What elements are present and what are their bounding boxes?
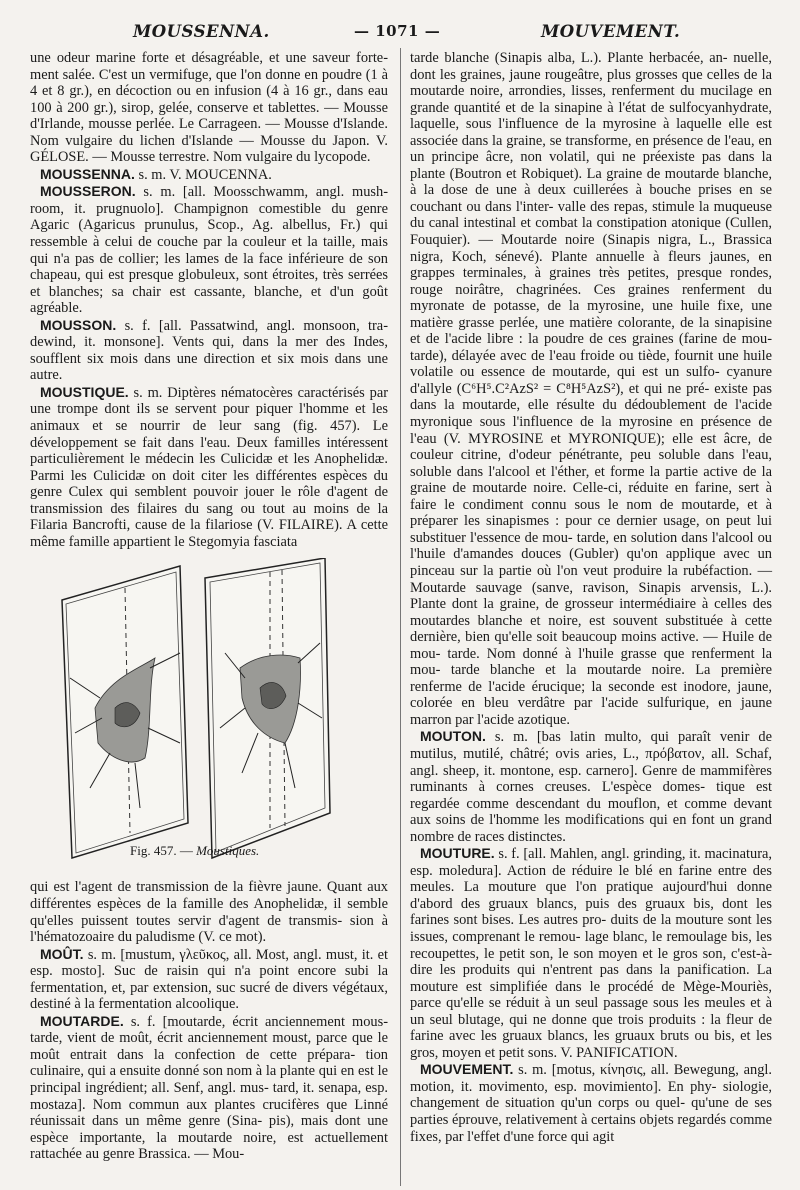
headword: MOUTURE. bbox=[420, 845, 495, 862]
column-divider bbox=[400, 48, 401, 1186]
left-column bbox=[30, 50, 388, 1163]
right-column bbox=[410, 50, 772, 1145]
paragraph-moustique-continued: qui est l'agent de transmission de la fièvre jaune. Quant aux différentes espèces de la famille des Anophelidæ, il semble qu'elles puissent toutes servir d'agent de transmis- sion à l'hématozoaire du paludisme (V. ce mot). bbox=[30, 879, 388, 946]
entry-mouvement bbox=[410, 1061, 772, 1145]
headword: MOÛT. bbox=[40, 945, 84, 962]
entry-moustique bbox=[30, 384, 388, 550]
paragraph-moutarde-continued: tarde blanche (Sinapis alba, L.). Plante herbacée, an- nuelle, dont les graines, jaune rougeâtre, plus grosses que celles de la moutarde noire, arrondies, lisses, renferment du mucilage en grande quantité et de la sinapine à l'état de sulfocyanhydrate, laquelle, sous l'influence de la myrosine à laquelle elle est associée dans la graine, se transforme, en présence de l'eau, en un principe âcre, non volatil, qui ne préexiste pas dans la plante (Boutron et Robiquet). La graine de moutarde blanche, à la dose de une à deux cuillerées à bouche prises en se couchant ou dans l'inter- valle des repas, stimule la muqueuse du canal intestinal et combat la constipation atonique (Cullen, Fouquier). — Moutarde noire (Sinapis nigra, L., Brassica nigra, Koch, sénevé). Plante annuelle à fleurs jaunes, en grappes terminales, à graines très petites, presque rondes, rouge noirâtre, chagrinées. Ces graines renferment du myronate de potasse, de la myrosine, une huile fixe, une matière grasse perlée, une matière colorante, de la sinapisine et de l'acide libre : la poudre de ces graines (farine de mou- tarde), délayée avec de l'eau froide ou tiède, fournit une huile volatile ou essence de moutarde, qui est un sulfo- cyanure d'allyle (C⁶H⁵.C²AzS² = C⁸H⁵AzS²), et qui ne pré- existe pas dans la moutarde, elle résulte du dédoublement de l'acide myronique sous l'influence de la myrosine en présence de l'eau (V. MYROSINE et MYRONIQUE); elle est âcre, de couleur citrine, d'odeur pénétrante, peu soluble dans l'eau, soluble dans l'alcool et l'éther, et forme la partie active de la graine de moutarde noire. Celle-ci, réduite en farine, sert à faire le condiment connu sous le nom de moutarde, et à préparer les sinapismes : pour ce dernier usage, on peut lui substituer l'essence de mou- tarde, en solution dans l'alcool ou l'huile d'amandes douces (Gubler) qu'on applique avec un pinceau sur la partie où l'on veut produire la rubéfaction. — Moutarde sauvage (sanve, ravison, Sinapis arvensis, L.). Plante dont la graine, de grosseur intermédiaire à celles des moutardes blanche et noire, est souvent substituée à cette dernière, bien qu'elle soit beaucoup moins active. — Huile de mou- tarde. Nom donné à l'huile grasse que renferment la mou- tarde blanche et la moutarde noire. La première renferme de l'acide érucique; la seconde est inodore, jaune, colorée en bleu verdâtre par l'acide sulfurique, en jaune marron par l'acide azotique. bbox=[410, 50, 772, 728]
entry-mout bbox=[30, 946, 388, 1013]
entry-body: s. m. V. MOUCENNA. bbox=[134, 166, 272, 183]
entry-body: s. m. [motus, κίνησις, all. Bewegung, angl. motion, it. movimento, esp. movimiento]. En phy- siologie, changement de situation qu'un corps ou quel- qu'une de ses parties éprouve, relativement à certains objets regardés comme fixes, par l'effet d'une force qui agit bbox=[410, 1062, 773, 1145]
headword: MOUSSON. bbox=[40, 316, 117, 333]
headword: MOUTARDE. bbox=[40, 1012, 124, 1029]
paragraph-mousse-continued: une odeur marine forte et désagréable, et une saveur forte- ment salée. C'est un vermifuge, que l'on donne en poudre (1 à 4 et 8 gr.), en décoction ou en infusion (4 à 16 gr., dans eau 100 à 200 gr.), sirop, gelée, conserve et tablettes. — Mousse d'Irlande, mousse perlée. Le Carrageen. — Mousse d'Islande. Nom vulgaire du lichen d'Islande — Mousse du Japon. V. GÉLOSE. — Mousse terrestre. Nom vulgaire du lycopode. bbox=[30, 50, 388, 166]
headword: MOUVEMENT. bbox=[420, 1061, 514, 1078]
entry-mouture bbox=[410, 845, 772, 1061]
entry-moussenna bbox=[30, 166, 388, 184]
entry-body: s. f. [all. Mahlen, angl. grinding, it. macinatura, esp. moledura]. Action de réduire le blé en farine entre des meules. La mouture que l'on pratique aujourd'hui donne d'abord des gruaux blancs, puis des gruaux bis, dont les farines sont bises. Les autres pro- duits de la mouture sont les issues, comprenant le remou- lage blanc, le remoulage bis, les recoupettes, le petit son, le son moyen et le gros son, c'est-à-dire les produits qui n'entrent pas dans la panification. La mouture est simplifiée dans le procédé de Mège-Mouriès, parce qu'elle se réduit à un seul passage sous les meules et à un seul blutage, qui ne donne que trois produits : la fleur de farine avec les gruaux blancs, les gruaux bruts ou bis, et les gros, moyen et petit sons. V. PANIFICATION. bbox=[410, 846, 772, 1061]
entry-body: s. m. [bas latin multo, qui paraît venir de mutilus, mutilé, châtré; ovis aries, L., πρόβατον, all. Schaf, angl. sheep, it. montone, esp. carnero]. Genre de mammifères ruminants à cornes creuses. L'espèce domes- tique est regardée comme descendant du mouflon, et comme devant aux soins de l'homme les modifications qui en font un grand nombre de races distinctes. bbox=[410, 729, 772, 845]
mosquito-illustration bbox=[30, 558, 388, 873]
left-panel bbox=[62, 566, 188, 858]
figure-label: Fig. 457. — bbox=[130, 843, 193, 859]
entry-moutarde bbox=[30, 1013, 388, 1163]
entry-mousseron bbox=[30, 183, 388, 316]
page-number: — 1071 — bbox=[354, 22, 441, 40]
entry-body: s. f. [moutarde, écrit anciennement mous- tarde, vient de moût, écrit anciennement moust, parce que le moût entrait dans la confection de cette prépara- tion culinaire, qui a ensuite donné son nom à la plante qui en est le principal ingrédient; all. Senf, angl. mus- tard, it. senapa, esp. mostaza]. Nom commun aux plantes crucifères que Linné réunissait dans un même genre (Sina- pis), mais dont une espèce importante, la moutarde noire, est actuellement rattachée au genre Brassica. — Mou- bbox=[30, 1013, 388, 1163]
right-panel bbox=[205, 558, 330, 858]
entry-body: s. f. [all. Passatwind, angl. monsoon, tra- dewind, it. monsone]. Vents qui, dans la mer des Indes, soufflent six mois dans une direction et six mois dans une autre. bbox=[30, 317, 388, 384]
entry-mousson bbox=[30, 317, 388, 384]
entry-body: s. m. [all. Moosschwamm, angl. mush- room, it. prugnuolo]. Champignon comestible du genre Agaric (Agaricus prunulus, Scop., Ag. albellus, Fr.) qui ressemble à celui de couche par la couleur et la taille, mais qui n'a pas de collier; les lames de la face inférieure de son chapeau, qui est presque globuleux, sont étroites, très serrées et blanches; sa chair est cassante, blanche, et d'un goût agréable. bbox=[30, 184, 388, 317]
page-header bbox=[0, 22, 800, 48]
entry-mouton bbox=[410, 728, 772, 845]
header-left-guideword: MOUSSENNA. bbox=[133, 22, 270, 41]
headword: MOUSSERON. bbox=[40, 183, 136, 200]
headword: MOUSTIQUE. bbox=[40, 383, 129, 400]
headword: MOUTON. bbox=[420, 728, 486, 745]
figure-title: Moustiques. bbox=[196, 843, 260, 859]
entry-body: s. m. [mustum, γλεῦκος, all. Most, angl. must, it. et esp. mosto]. Suc de raisin qui n'a point encore subi la fermentation, et, par extension, suc sucré de divers végétaux, destiné à la fermentation alcoolique. bbox=[30, 946, 388, 1013]
headword: MOUSSENNA. bbox=[40, 165, 135, 182]
figure-caption bbox=[130, 843, 259, 860]
entry-body: s. m. Diptères nématocères caractérisés par une trompe dont ils se servent pour piquer l'homme et les animaux et se nourrir de leur sang (fig. 457). Le développement se fait dans l'eau. Deux familles intéressent particulièrement le médecin les Culicidæ et les Anophelidæ. Parmi les Culicidæ on doit citer les différentes espèces du genre Culex qui semblent pouvoir jouer le rôle d'agent de transmission des filaires du sang ou tout au moins de la Filaria Bancrofti, cause de la filariose (V. FILAIRE). A cette même famille appartient le Stegomyia fasciata bbox=[30, 384, 388, 550]
header-right-guideword: MOUVEMENT. bbox=[541, 22, 681, 41]
figure-457 bbox=[30, 558, 388, 873]
